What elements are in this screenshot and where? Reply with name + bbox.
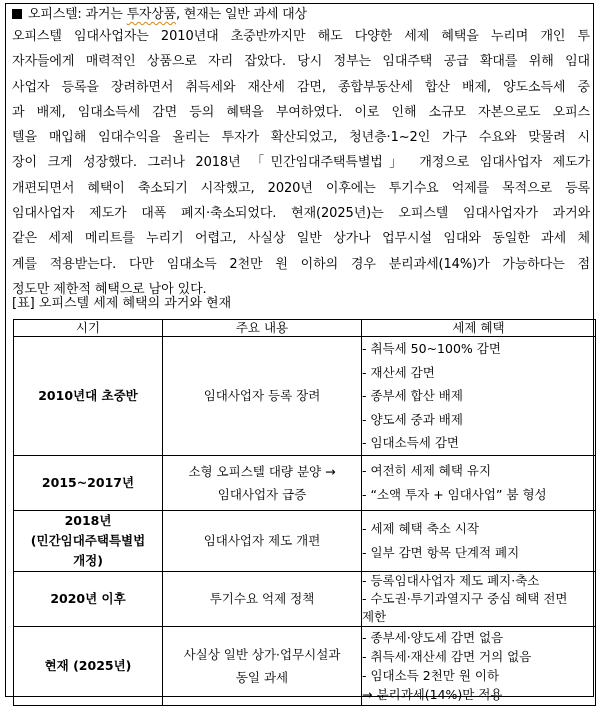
benefit-item: → 분리과세(14%)만 적용 xyxy=(362,686,503,702)
black-square-bullet-icon xyxy=(12,9,22,19)
benefit-item: - 종부세 합산 배제 xyxy=(362,388,463,403)
cell-period: 현재 (2025년) xyxy=(14,626,163,705)
table-row xyxy=(14,510,596,571)
paragraph-line: 정도만 제한적 혜택으로 남아 있다. xyxy=(12,281,207,297)
cell-period: 2018년 (민간임대주택특별법 개정) xyxy=(14,510,163,571)
benefit-item: - 일부 감면 항목 단계적 폐지 xyxy=(362,544,520,560)
cell-period: 2010년대 초중반 xyxy=(14,337,163,456)
benefit-item: - “소액 투자 + 임대사업” 붐 형성 xyxy=(362,486,547,502)
benefit-item: - 세제 혜택 축소 시작 xyxy=(362,521,480,536)
header-period: 시기 xyxy=(14,320,163,337)
cell-period: 2020년 이후 xyxy=(14,571,163,626)
table-header-row xyxy=(14,320,596,337)
paragraph-line: 개편되면서 혜택이 축소되기 시작했고, 2020년 이후에는 투기수요 억제를 목적으로 등록 xyxy=(12,180,590,196)
cell-content: 임대사업자 등록 장려 xyxy=(163,337,362,456)
heading-suffix: , 현재는 일반 과세 대상 xyxy=(176,7,307,22)
cell-benefits xyxy=(362,626,596,705)
table-row xyxy=(14,455,596,510)
cell-content: 소형 오피스텔 대량 분양 → 임대사업자 급증 xyxy=(163,455,362,510)
cell-benefits xyxy=(362,337,596,456)
paragraph-line: 같은 세제 메리트를 누리기 어렵고, 사실상 일반 상가나 업무시설 임대와 동일한 과세 체 xyxy=(12,231,590,247)
benefit-item: - 종부세·양도세 감면 없음 xyxy=(362,629,504,645)
benefit-item: - 여전히 세제 혜택 유지 xyxy=(362,463,492,478)
paragraph-line: 과 배제, 임대소득세 감면 등의 혜택을 부여하였다. 이로 인해 소규모 자본으로도 오피스 xyxy=(12,104,590,120)
paragraph-line: 임대사업자 제도가 대폭 폐지·축소되었다. 현재(2025년)는 오피스텔 임대사업자가 과거와 xyxy=(12,206,590,222)
paragraph-line: 자자들에게 매력적인 상품으로 자리 잡았다. 당시 정부는 임대주택 공급 확대를 위해 임대 xyxy=(12,54,590,70)
cell-period: 2015~2017년 xyxy=(14,455,163,510)
benefit-item: - 재산세 감면 xyxy=(362,364,435,380)
benefit-item: - 임대소득 2천만 원 이하 xyxy=(362,667,500,683)
table-row xyxy=(14,626,596,705)
header-benefits: 세제 혜택 xyxy=(362,320,596,337)
paragraph-line: 텔을 매입해 임대수익을 올리는 투자가 확산되었고, 청년층·1~2인 가구 수요와 맞물려 시 xyxy=(12,130,590,146)
cell-benefits xyxy=(362,510,596,571)
cell-content: 임대사업자 제도 개편 xyxy=(163,510,362,571)
heading-misspelled-word: 투자상품 xyxy=(126,7,176,22)
heading-prefix: 오피스텔: 과거는 xyxy=(28,7,127,22)
benefit-item: - 취득세·재산세 감면 거의 없음 xyxy=(362,648,532,664)
benefit-item: - 양도세 중과 배제 xyxy=(362,411,463,427)
benefit-item: - 임대소득세 감면 xyxy=(362,435,459,450)
paragraph-line: 장이 크게 성장했다. 그러나 2018년 「민간임대주택특별법」 개정으로 임대사업자 제도가 xyxy=(12,155,590,171)
benefit-item: - 등록임대사업자 제도 폐지·축소 xyxy=(362,572,540,588)
benefit-item: - 수도권·투기과열지구 중심 혜택 전면 xyxy=(362,590,568,606)
cell-benefits xyxy=(362,455,596,510)
paragraph-line: 사업자 등록을 장려하면서 취득세와 재산세 감면, 종합부동산세 합산 배제, 양도소득세 중 xyxy=(12,79,590,95)
table-caption: [표] 오피스텔 세제 혜택의 과거와 현재 xyxy=(12,296,232,311)
body-paragraph xyxy=(12,24,590,302)
cell-content: 투기수요 억제 정책 xyxy=(163,571,362,626)
paragraph-line: 오피스텔 임대사업자는 2010년대 초중반까지만 해도 다양한 세제 혜택을 누리며 개인 투 xyxy=(12,29,590,44)
table-row xyxy=(14,571,596,626)
cell-content: 사실상 일반 상가·업무시설과 동일 과세 xyxy=(163,626,362,705)
header-content: 주요 내용 xyxy=(163,320,362,337)
benefit-item: - 취득세 50~100% 감면 xyxy=(362,341,501,356)
paragraph-line: 계를 적용받는다. 다만 임대소득 2천만 원 이하의 경우 분리과세(14%)가 가능하다는 점 xyxy=(12,256,590,272)
table-row xyxy=(14,337,596,456)
section-heading xyxy=(12,5,307,24)
cell-benefits xyxy=(362,571,596,626)
tax-benefit-table xyxy=(13,319,596,706)
benefit-item: 제한 xyxy=(362,608,387,624)
